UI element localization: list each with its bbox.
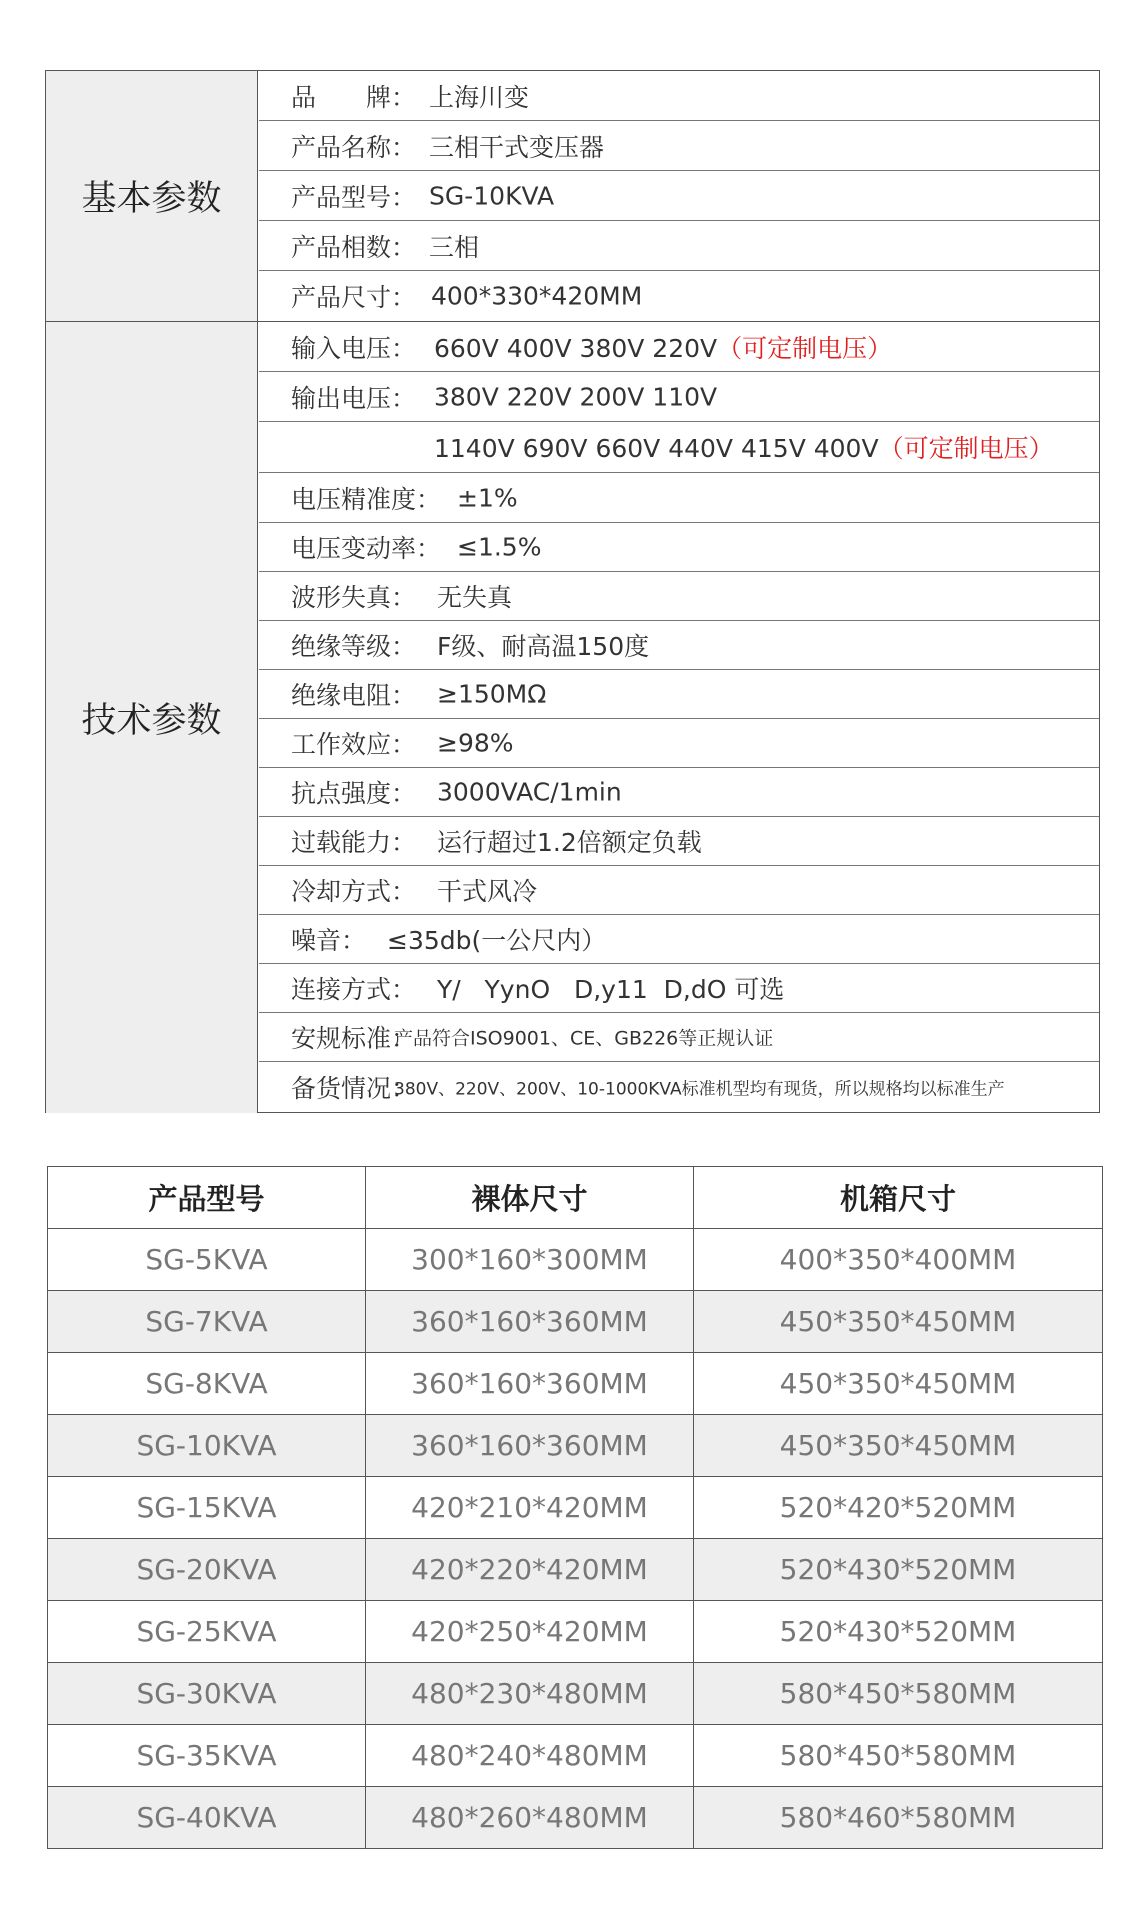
spec-row-cooling (259, 866, 1099, 915)
spec-value: Y/ YynO D,y11 D,dO 可选 (437, 975, 785, 1004)
tech-params-section (46, 321, 1099, 1113)
cell-body-size: 420*220*420MM (366, 1539, 694, 1601)
cell-body-size: 300*160*300MM (366, 1229, 694, 1291)
spec-label: 产品型号： (291, 182, 417, 212)
spec-row-dimensions (259, 271, 1099, 321)
spec-label: 过载能力： (291, 828, 417, 857)
spec-label: 备货情况： (291, 1073, 417, 1103)
spec-value: ≤1.5% (457, 532, 542, 562)
cell-model: SG-10KVA (48, 1415, 366, 1477)
spec-row-accuracy (259, 473, 1099, 523)
spec-label: 电压精准度： (291, 484, 442, 514)
table-row (48, 1663, 1103, 1725)
cell-body-size: 480*260*480MM (366, 1787, 694, 1849)
cell-cabinet-size: 580*450*580MM (694, 1663, 1103, 1725)
spec-label: 产品名称： (291, 132, 417, 162)
spec-label: 抗点强度： (291, 779, 417, 808)
spec-table (45, 70, 1100, 1113)
size-table (47, 1166, 1103, 1849)
cell-cabinet-size: 450*350*450MM (694, 1353, 1103, 1415)
spec-label: 冷却方式： (291, 877, 417, 906)
table-row (48, 1415, 1103, 1477)
cell-cabinet-size: 580*450*580MM (694, 1725, 1103, 1787)
spec-value: 3000VAC/1min (437, 777, 622, 807)
spec-row-brand (259, 71, 1099, 121)
spec-value: 运行超过1.2倍额定负载 (437, 828, 702, 857)
basic-params-rows (259, 71, 1099, 321)
cell-model: SG-35KVA (48, 1725, 366, 1787)
spec-row-model (259, 171, 1099, 221)
cell-model: SG-30KVA (48, 1663, 366, 1725)
spec-label: 噪音： (291, 926, 367, 955)
cell-cabinet-size: 520*430*520MM (694, 1539, 1103, 1601)
spec-row-overload (259, 817, 1099, 866)
customizable-note: （可定制电压） (878, 434, 1054, 463)
spec-value: 660V 400V 380V 220V (434, 333, 718, 363)
spec-label: 产品相数： (291, 232, 417, 262)
table-row (48, 1353, 1103, 1415)
spec-value: 400*330*420MM (431, 281, 643, 311)
spec-value: F级、耐高温150度 (437, 632, 650, 661)
customizable-note: （可定制电压） (717, 333, 893, 363)
spec-label: 绝缘电阻： (291, 681, 417, 710)
spec-value: 无失真 (437, 583, 513, 612)
spec-value: 上海川变 (429, 82, 530, 112)
spec-row-phase (259, 221, 1099, 271)
header-body-size: 裸体尺寸 (366, 1167, 694, 1229)
spec-row-connection (259, 964, 1099, 1013)
spec-row-distortion (259, 572, 1099, 621)
spec-value: 三相干式变压器 (429, 132, 605, 162)
spec-row-stock (259, 1062, 1099, 1111)
spec-value: ≥98% (437, 728, 514, 758)
spec-row-insulation-resistance (259, 670, 1099, 719)
cell-body-size: 480*230*480MM (366, 1663, 694, 1725)
spec-value-group (434, 429, 1054, 465)
spec-value: SG-10KVA (429, 181, 555, 210)
table-row (48, 1229, 1103, 1291)
cell-cabinet-size: 400*350*400MM (694, 1229, 1103, 1291)
table-row (48, 1787, 1103, 1849)
spec-value: 三相 (429, 232, 480, 262)
cell-body-size: 420*250*420MM (366, 1601, 694, 1663)
spec-row-output-voltage-cont (259, 422, 1099, 473)
spec-label: 产品尺寸： (291, 283, 417, 312)
basic-params-section (46, 71, 1099, 321)
spec-row-noise (259, 915, 1099, 964)
cell-model: SG-40KVA (48, 1787, 366, 1849)
spec-label: 绝缘等级： (291, 632, 417, 661)
spec-value: 干式风冷 (437, 877, 538, 906)
cell-body-size: 360*160*360MM (366, 1291, 694, 1353)
spec-value: 1140V 690V 660V 440V 415V 400V (434, 434, 879, 463)
spec-label: 电压变动率： (291, 534, 442, 563)
cell-body-size: 360*160*360MM (366, 1415, 694, 1477)
spec-label: 安规标准： (291, 1024, 417, 1053)
spec-value: ±1% (457, 483, 518, 512)
spec-label: 工作效应： (291, 730, 417, 759)
spec-row-safety-standard (259, 1013, 1099, 1062)
spec-row-efficiency (259, 719, 1099, 768)
spec-value: 产品符合ISO9001、CE、GB226等正规认证 (394, 1027, 774, 1050)
spec-label: 连接方式： (291, 975, 417, 1004)
spec-row-product-name (259, 121, 1099, 171)
cell-model: SG-5KVA (48, 1229, 366, 1291)
cell-model: SG-25KVA (48, 1601, 366, 1663)
spec-row-regulation (259, 523, 1099, 572)
spec-row-dielectric-strength (259, 768, 1099, 817)
cell-cabinet-size: 580*460*580MM (694, 1787, 1103, 1849)
spec-value: 380V、220V、200V、10-1000KVA标准机型均有现货，所以规格均以标准生产 (394, 1079, 1005, 1099)
cell-cabinet-size: 450*350*450MM (694, 1415, 1103, 1477)
spec-value: ≥150MΩ (437, 679, 547, 709)
tech-params-rows (259, 322, 1099, 1111)
cell-model: SG-7KVA (48, 1291, 366, 1353)
header-model: 产品型号 (48, 1167, 366, 1229)
table-row (48, 1477, 1103, 1539)
table-row (48, 1539, 1103, 1601)
cell-model: SG-20KVA (48, 1539, 366, 1601)
tech-params-title: 技术参数 (46, 322, 258, 1113)
cell-cabinet-size: 520*430*520MM (694, 1601, 1103, 1663)
cell-body-size: 480*240*480MM (366, 1725, 694, 1787)
spec-value-group (434, 329, 892, 365)
table-row (48, 1601, 1103, 1663)
spec-value: 380V 220V 200V 110V (434, 382, 718, 411)
cell-body-size: 360*160*360MM (366, 1353, 694, 1415)
header-cabinet-size: 机箱尺寸 (694, 1167, 1103, 1229)
cell-body-size: 420*210*420MM (366, 1477, 694, 1539)
cell-model: SG-15KVA (48, 1477, 366, 1539)
basic-params-title: 基本参数 (46, 71, 258, 321)
size-table-header-row (48, 1167, 1103, 1229)
spec-row-insulation-class (259, 621, 1099, 670)
spec-label: 品 牌： (291, 82, 417, 112)
spec-row-output-voltage (259, 372, 1099, 422)
spec-value: ≤35db(一公尺内） (387, 926, 607, 955)
table-row (48, 1291, 1103, 1353)
table-row (48, 1725, 1103, 1787)
cell-cabinet-size: 520*420*520MM (694, 1477, 1103, 1539)
cell-model: SG-8KVA (48, 1353, 366, 1415)
cell-cabinet-size: 450*350*450MM (694, 1291, 1103, 1353)
spec-label: 输入电压： (291, 333, 417, 363)
spec-label: 波形失真： (291, 583, 417, 612)
spec-label: 输出电压： (291, 383, 417, 413)
spec-row-input-voltage (259, 322, 1099, 372)
